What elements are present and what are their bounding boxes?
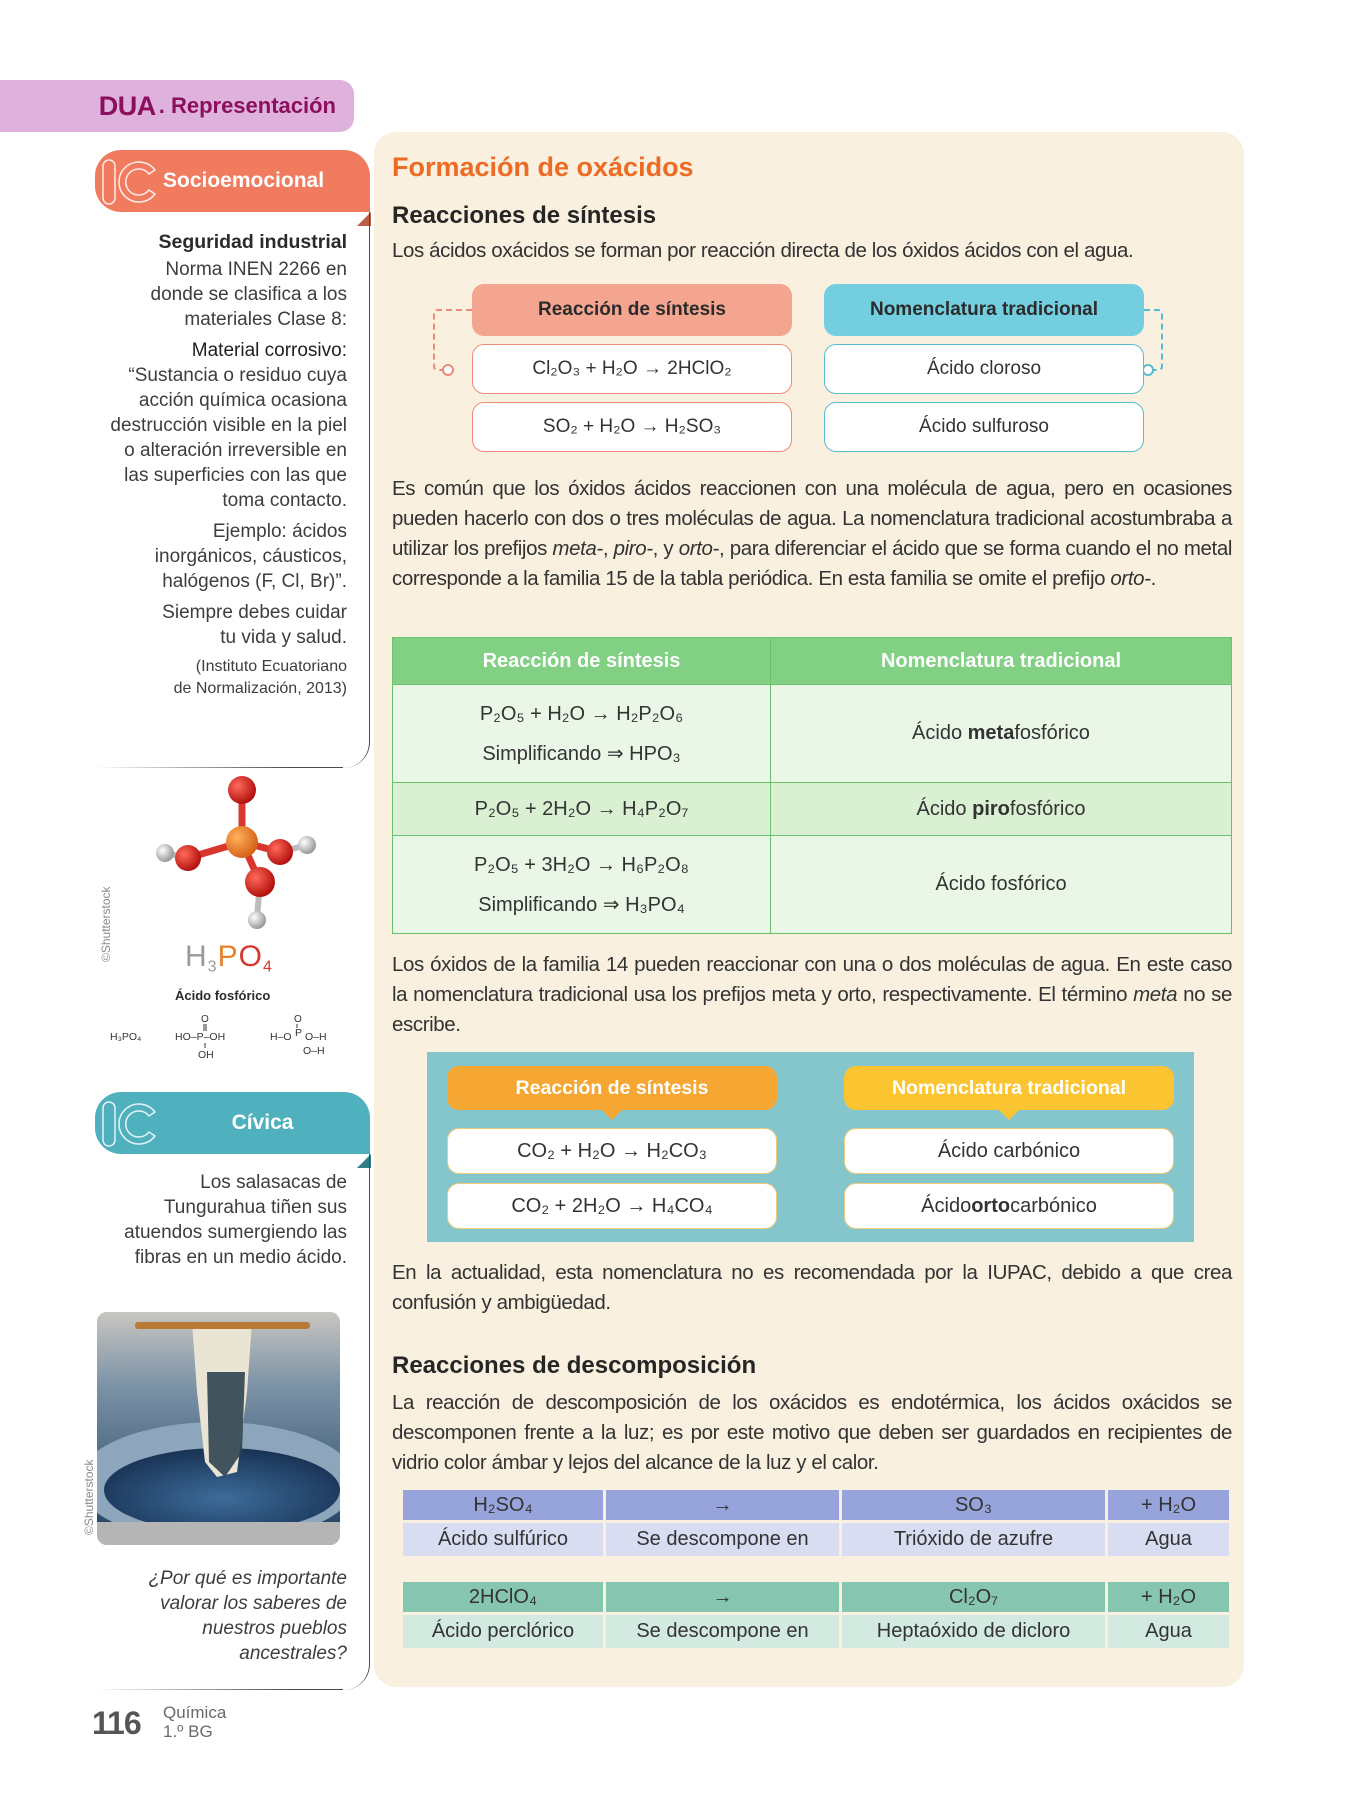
svg-text:O–H: O–H bbox=[305, 1031, 327, 1043]
svg-text:H₃PO₄: H₃PO₄ bbox=[110, 1031, 142, 1043]
socio-citation-1: (Instituto Ecuatoriano bbox=[195, 658, 347, 675]
decomposition-table-sulfuric bbox=[400, 1490, 1232, 1556]
column-header: Reacción de síntesis bbox=[393, 638, 771, 685]
socioemocional-tab-label: Socioemocional bbox=[163, 169, 325, 192]
socio-norma-text: Norma INEN 2266 en donde se clasifica a los materiales Clase 8: bbox=[150, 259, 347, 330]
main-content-panel bbox=[374, 132, 1244, 1687]
socio-advice: Siempre debes cuidar tu vida y salud. bbox=[162, 602, 347, 648]
name-cell: Ácido sulfuroso bbox=[824, 402, 1144, 452]
table-row: P₂O₅ + 3H₂O → H₆P₂O₈ Simplificando ⇒ H₃PO₄ Ácido fosfórico bbox=[393, 836, 1232, 934]
name-cell: Ácido orto carbónico bbox=[844, 1183, 1174, 1229]
dyeing-photo-icon bbox=[97, 1312, 340, 1545]
structural-formulas bbox=[105, 1012, 365, 1065]
phosphoric-acid-formula: $H_3PO_4$ bbox=[185, 940, 273, 976]
subject-name: Química bbox=[163, 1703, 227, 1722]
name-cell: Ácido cloroso bbox=[824, 344, 1144, 394]
family-14-paragraph: Los óxidos de la familia 14 pueden reaccionar con una o dos moléculas de agua. En este caso la nomenclatura tradicional usa los prefijos meta y orto, respectivamente. El término meta no se escribe. bbox=[392, 953, 1232, 1036]
svg-text:OH: OH bbox=[198, 1049, 214, 1061]
name-row: Ácido perclórico Se descompone en Heptaóxido de dicloro Agua bbox=[403, 1615, 1229, 1648]
civica-tab bbox=[95, 1092, 370, 1154]
phosphoric-acid-illustration bbox=[95, 770, 370, 1060]
formula-row: H₂SO₄ → SO₃ + H₂O bbox=[403, 1490, 1229, 1523]
header-nomenclature: Nomenclatura tradicional bbox=[824, 284, 1144, 336]
civica-text: Los salasacas de Tungurahua tiñen sus atuendos sumergiendo las fibras en un medio ácido. bbox=[124, 1172, 347, 1268]
socioemocional-tab bbox=[95, 150, 370, 212]
name-cell: Ácido carbónico bbox=[844, 1128, 1174, 1174]
ic-logo-icon bbox=[99, 156, 159, 208]
card-divider bbox=[95, 1689, 343, 1691]
structural-formula-icon bbox=[105, 1012, 365, 1062]
svg-text:O: O bbox=[201, 1014, 209, 1025]
family-14-diagram bbox=[427, 1052, 1194, 1242]
photo-credit: ©Shutterstock bbox=[82, 1459, 96, 1535]
header-reaction: Reacción de síntesis bbox=[472, 284, 792, 336]
card-divider bbox=[95, 767, 343, 769]
iupac-paragraph: En la actualidad, esta nomenclatura no es recomendada por la IUPAC, debido a que crea confusión y ambigüedad. bbox=[392, 1261, 1232, 1314]
family-15-table bbox=[392, 637, 1232, 934]
svg-text:O: O bbox=[294, 1014, 302, 1025]
reaction-cell: CO₂ + 2H₂O → H₄CO₄ bbox=[447, 1183, 777, 1229]
reaction-cell: SO₂ + H₂O → H₂SO₃ bbox=[472, 402, 792, 452]
table-row: P₂O₅ + 2H₂O → H₄P₂O₇ Ácido pirofosfórico bbox=[393, 783, 1232, 836]
socio-example: Ejemplo: ácidos inorgánicos, cáusticos, halógenos (F, Cl, Br)”. bbox=[154, 521, 347, 592]
dua-label: DUA bbox=[98, 90, 156, 121]
grade-label: 1.º BG bbox=[163, 1722, 213, 1741]
photo-credit: ©Shutterstock bbox=[99, 886, 113, 962]
civica-question: ¿Por qué es importante valorar los saberes de nuestros pueblos ancestrales? bbox=[148, 1568, 347, 1664]
svg-text:P: P bbox=[295, 1027, 303, 1039]
prefix-paragraph: Es común que los óxidos ácidos reaccionen con una molécula de agua, pero en ocasiones pueden hacerlo con dos o tres moléculas de agua. La nomenclatura tradicional acostumbraba a utilizar los prefijos meta-, piro-, y orto-, para diferenciar el ácido que se forma cuando el no metal corresponde a la familia 15 de la tabla periódica. En esta familia se omite el prefijo orto-. bbox=[392, 477, 1232, 590]
svg-text:O–H: O–H bbox=[303, 1045, 325, 1057]
header-nomenclature: Nomenclatura tradicional bbox=[844, 1066, 1174, 1110]
svg-text:HO–P–OH: HO–P–OH bbox=[175, 1031, 226, 1043]
page-number: 116 bbox=[92, 1705, 141, 1741]
dyeing-fibers-photo bbox=[97, 1312, 340, 1545]
socio-quote: “Sustancia o residuo cuya acción química ocasiona destrucción visible en la piel o alteración irreversible en las superficies con las que toma contacto. bbox=[110, 365, 347, 511]
synthesis-heading: Reacciones de síntesis bbox=[392, 202, 657, 229]
socio-title: Seguridad industrial bbox=[158, 231, 347, 253]
socio-citation-2: de Normalización, 2013) bbox=[173, 680, 347, 697]
section-title: Formación de oxácidos bbox=[392, 152, 694, 182]
socio-subtitle: Material corrosivo: bbox=[191, 340, 347, 361]
table-row: P₂O₅ + H₂O → H₂P₂O₆ Simplificando ⇒ HPO₃ Ácido metafosfórico bbox=[393, 685, 1232, 783]
reaction-cell: CO₂ + H₂O → H₂CO₃ bbox=[447, 1128, 777, 1174]
dua-subtitle: . Representación bbox=[158, 93, 336, 118]
synthesis-diagram-1 bbox=[428, 284, 1168, 454]
molecule-3d-icon bbox=[125, 770, 355, 940]
svg-text:H–O: H–O bbox=[270, 1031, 292, 1043]
molecule-caption: Ácido fosfórico bbox=[175, 988, 271, 1003]
reaction-cell: Cl₂O₃ + H₂O → 2HClO₂ bbox=[472, 344, 792, 394]
civica-tab-label: Cívica bbox=[231, 1111, 294, 1134]
socioemocional-card bbox=[95, 150, 370, 768]
decomposition-intro: La reacción de descomposición de los oxácidos es endotérmica, los ácidos oxácidos se descomponen frente a la luz; es por este motivo que deben ser guardados en recipientes de vidrio color ámbar y lejos del alcance de la luz y el calor. bbox=[392, 1391, 1232, 1474]
header-reaction: Reacción de síntesis bbox=[447, 1066, 777, 1110]
decomposition-table-perchloric bbox=[400, 1582, 1232, 1648]
synthesis-intro: Los ácidos oxácidos se forman por reacción directa de los óxidos ácidos con el agua. bbox=[392, 239, 1134, 262]
formula-row: 2HClO₄ → Cl₂O₇ + H₂O bbox=[403, 1582, 1229, 1615]
subject-label bbox=[163, 1703, 226, 1741]
name-row: Ácido sulfúrico Se descompone en Trióxido de azufre Agua bbox=[403, 1523, 1229, 1556]
socioemocional-body bbox=[95, 212, 370, 768]
dua-banner bbox=[0, 80, 354, 132]
ic-logo-icon bbox=[99, 1098, 159, 1150]
column-header: Nomenclatura tradicional bbox=[771, 638, 1232, 685]
decomposition-heading: Reacciones de descomposición bbox=[392, 1352, 757, 1379]
